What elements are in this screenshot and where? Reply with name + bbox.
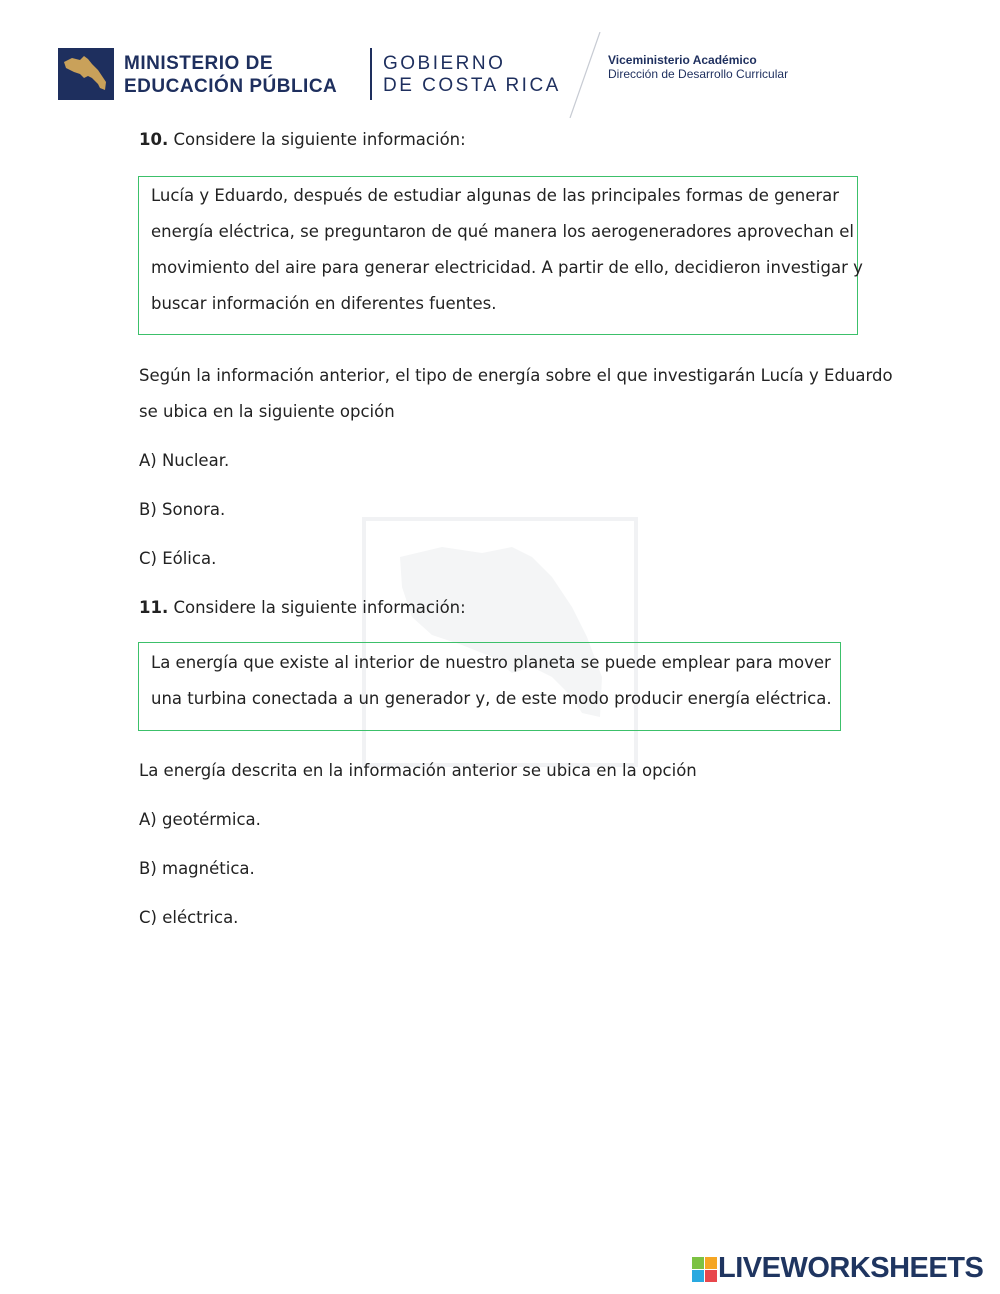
government-name	[383, 53, 561, 97]
ministry-line-2: EDUCACIÓN PÚBLICA	[124, 76, 338, 97]
government-line-1: GOBIERNO	[383, 53, 506, 74]
vice-ministry	[608, 53, 788, 81]
info-line: Lucía y Eduardo, después de estudiar algunas de las principales formas de generar	[151, 186, 840, 205]
question-10-intro: Considere la siguiente información:	[173, 130, 466, 149]
question-10-number: 10.	[139, 130, 169, 149]
question-10-text-line: se ubica en la siguiente opción	[139, 402, 395, 421]
question-11-option-c[interactable]: C) eléctrica.	[139, 908, 239, 927]
question-11-option-b[interactable]: B) magnética.	[139, 859, 255, 878]
ministry-name	[124, 52, 337, 98]
info-line: energía eléctrica, se preguntaron de qué manera los aerogeneradores aprovechan el	[151, 222, 854, 241]
question-11-heading	[139, 598, 466, 617]
vice-ministry-subtitle: Dirección de Desarrollo Curricular	[608, 67, 789, 81]
liveworksheets-logo-icon	[692, 1257, 718, 1283]
question-11-option-a[interactable]: A) geotérmica.	[139, 810, 261, 829]
question-11-info-box	[138, 642, 841, 731]
government-line-2: DE COSTA RICA	[383, 75, 561, 96]
question-10-option-a[interactable]: A) Nuclear.	[139, 451, 230, 470]
info-line: una turbina conectada a un generador y, de este modo producir energía eléctrica.	[151, 689, 832, 708]
ministry-logo	[58, 48, 114, 100]
question-10-heading	[139, 130, 466, 149]
question-10-info-box	[138, 176, 863, 335]
question-11-text: La energía descrita en la información anterior se ubica en la opción	[139, 761, 697, 780]
liveworksheets-brand[interactable]: LIVEWORKSHEETS	[718, 1252, 984, 1284]
question-10-option-c[interactable]: C) Eólica.	[139, 549, 217, 568]
info-line: La energía que existe al interior de nuestro planeta se puede emplear para mover	[151, 653, 831, 672]
header-divider	[370, 48, 372, 100]
vice-ministry-title: Viceministerio Académico	[608, 53, 757, 67]
question-11-number: 11.	[139, 598, 169, 617]
info-line: movimiento del aire para generar electricidad. A partir de ello, decidieron investigar y	[151, 258, 863, 277]
header-slash-divider	[568, 32, 608, 118]
question-10-text-line: Según la información anterior, el tipo de energía sobre el que investigarán Lucía y Eduardo	[139, 366, 893, 385]
ministry-line-1: MINISTERIO DE	[124, 53, 274, 74]
info-line: buscar información en diferentes fuentes.	[151, 294, 497, 313]
costa-rica-map-icon	[58, 48, 114, 100]
question-11-intro: Considere la siguiente información:	[173, 598, 466, 617]
question-10-option-b[interactable]: B) Sonora.	[139, 500, 226, 519]
